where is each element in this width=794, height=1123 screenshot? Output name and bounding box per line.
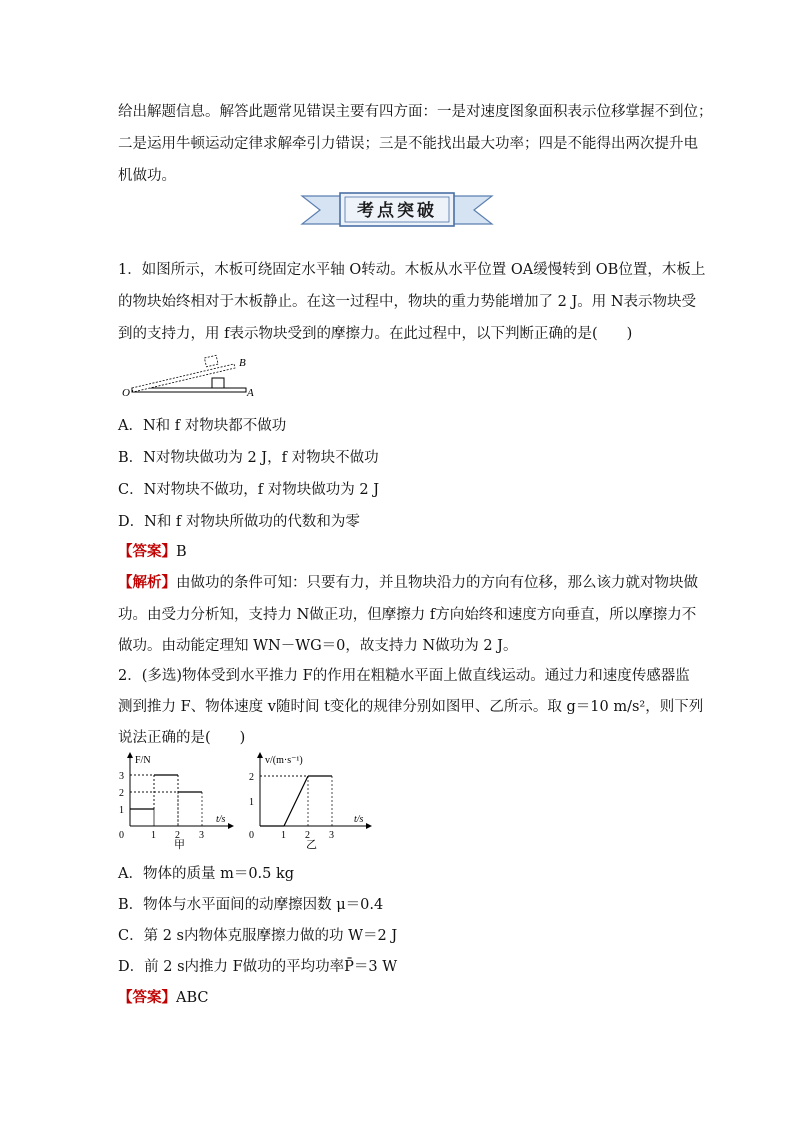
analysis-text: 由做功的条件可知：只要有力，并且物块沿力的方向有位移，那么该力就对物块做	[176, 575, 698, 591]
chart-yi	[246, 752, 376, 852]
q2-option-c: C．第 2 s内物体克服摩擦力做的功 W＝2 J	[118, 928, 398, 944]
jia-caption: 甲	[174, 839, 185, 851]
q1-answer	[118, 540, 187, 561]
answer-value: B	[176, 544, 187, 560]
jia-xtick: 2	[175, 830, 180, 841]
section-banner	[300, 190, 494, 230]
q2-option-a: A．物体的质量 m＝0.5 kg	[118, 866, 295, 882]
q1-analysis-line-2: 功。由受力分析知，支持力 N做正功，但摩擦力 f方向始终和速度方向垂直，所以摩擦力不	[118, 607, 697, 623]
yi-xtick: 1	[281, 830, 286, 841]
yi-series-segment	[284, 776, 308, 826]
yi-caption: 乙	[306, 839, 317, 851]
jia-xtick: 1	[151, 830, 156, 841]
yi-ytick: 1	[249, 797, 254, 808]
q2-option-b: B．物体与水平面间的动摩擦因数 μ＝0.4	[118, 897, 384, 913]
jia-ylabel: F/N	[135, 755, 151, 766]
q2-answer	[118, 986, 209, 1007]
q2-line-1: 2．(多选)物体受到水平推力 F的作用在粗糙水平面上做直线运动。通过力和速度传感器监	[118, 668, 690, 684]
q2-line-2: 测到推力 F、物体速度 v随时间 t变化的规律分别如图甲、乙所示。取 g＝10 m/s²，则下列	[118, 699, 704, 715]
jia-ytick: 3	[119, 771, 124, 782]
q1-line-3: 到的支持力，用 f表示物块受到的摩擦力。在此过程中，以下判断正确的是( )	[118, 326, 633, 342]
jia-xtick: 0	[119, 830, 124, 841]
yi-ylabel: v/(m·s⁻¹)	[265, 755, 303, 766]
q2-option-d: D．前 2 s内推力 F做功的平均功率P̄＝3 W	[118, 959, 398, 975]
intro-line-1: 给出解题信息。解答此题常见错误主要有四方面：一是对速度图象面积表示位移掌握不到位；	[118, 104, 713, 120]
yi-ytick: 2	[249, 772, 254, 783]
label-b: B	[239, 357, 246, 369]
q1-option-b: B．N对物块做功为 2 J，f 对物块不做功	[118, 450, 379, 466]
banner-text: 考点突破	[357, 201, 437, 220]
intro-line-2: 二是运用牛顿运动定律求解牵引力错误；三是不能找出最大功率；四是不能得出两次提升电	[118, 136, 698, 152]
chart-jia	[116, 752, 238, 852]
q1-figure	[118, 352, 268, 402]
yi-xtick: 3	[329, 830, 334, 841]
q1-line-2: 的物块始终相对于木板静止。在这一过程中，物块的重力势能增加了 2 J。用 N表示物块受	[118, 294, 697, 310]
yi-xtick: 2	[305, 830, 310, 841]
jia-xlabel: t/s	[216, 814, 226, 825]
q1-analysis-line-3: 做功。由动能定理知 WN－WG＝0，故支持力 N做功为 2 J。	[118, 638, 518, 654]
q1-option-d: D．N和 f 对物块所做功的代数和为零	[118, 514, 360, 530]
yi-xlabel: t/s	[354, 814, 364, 825]
q2-line-3: 说法正确的是( )	[118, 730, 246, 746]
jia-xtick: 3	[199, 830, 204, 841]
jia-ytick: 2	[119, 788, 124, 799]
q1-option-c: C．N对物块不做功，f 对物块做功为 2 J	[118, 482, 380, 498]
yi-xtick: 0	[249, 830, 254, 841]
label-o: O	[122, 387, 130, 399]
label-a: A	[247, 387, 254, 399]
q1-line-1: 1．如图所示，木板可绕固定水平轴 O转动。木板从水平位置 OA缓慢转到 OB位置，木板上	[118, 262, 706, 278]
answer-tag: 【答案】	[118, 543, 176, 560]
jia-ytick: 1	[119, 805, 124, 816]
analysis-tag: 【解析】	[118, 574, 176, 591]
q1-option-a: A．N和 f 对物块都不做功	[118, 418, 287, 434]
intro-line-3: 机做功。	[118, 168, 176, 184]
answer-tag: 【答案】	[118, 989, 176, 1006]
answer-value: ABC	[176, 990, 209, 1006]
q1-analysis-line-1	[118, 571, 698, 592]
